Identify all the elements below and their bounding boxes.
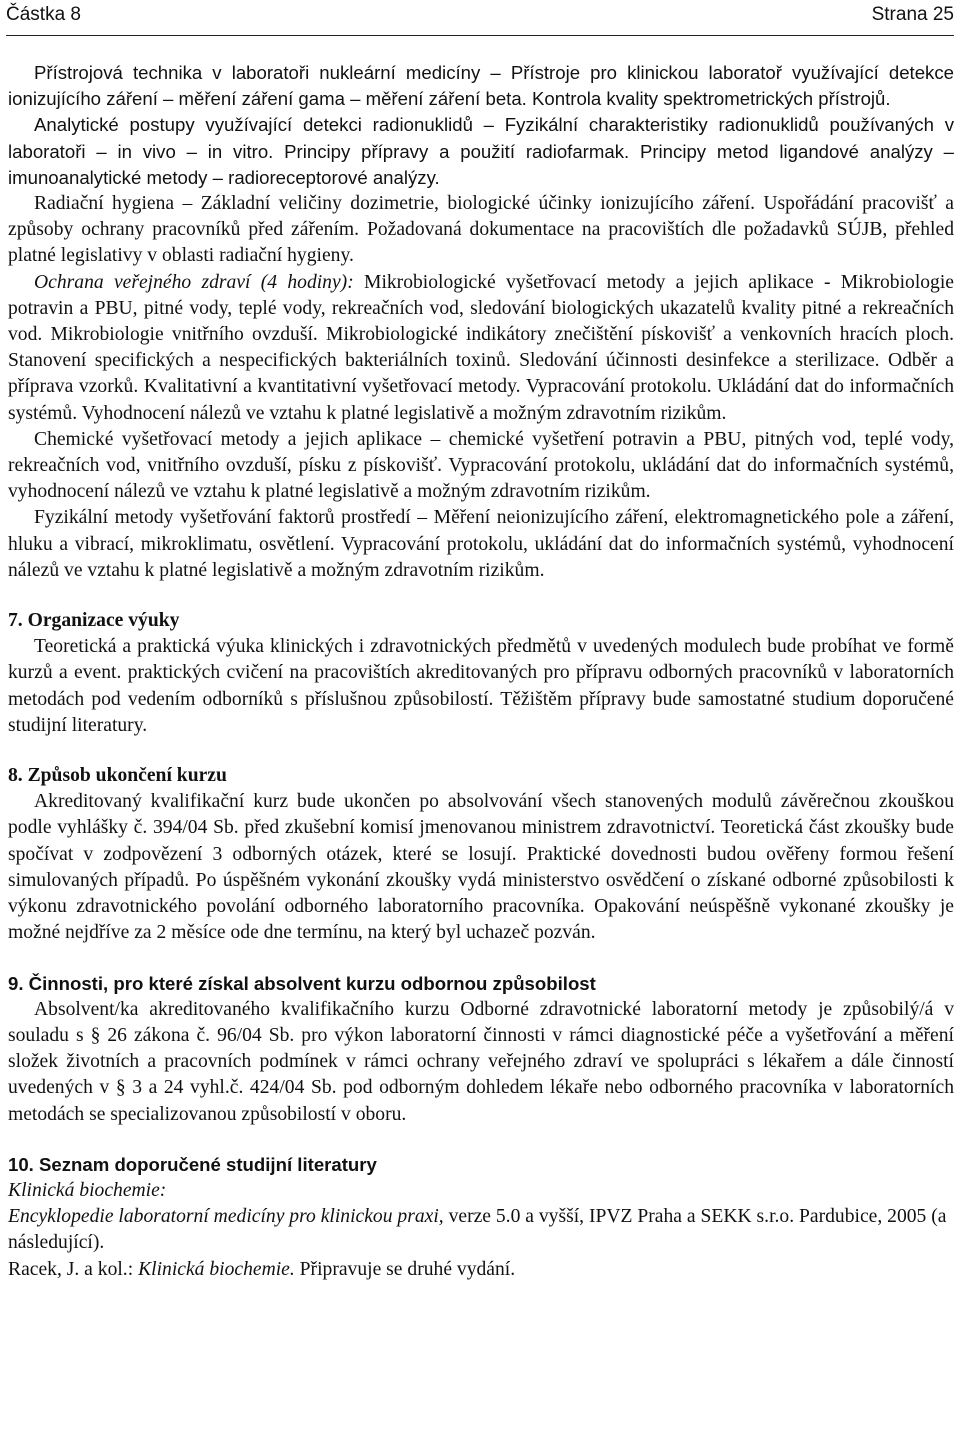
section-heading-literature: 10. Seznam doporučené studijní literatury: [8, 1153, 377, 1175]
literature-category: [8, 1178, 954, 1204]
section-text-activities: Absolvent/ka akreditovaného kvalifikačního kurzu Odborné zdravotnické laboratorní metody je způsobilý/á v souladu s § 26 zákona č. 96/04 Sb. pro výkon laboratorní činnosti v rámci diagnostické péče a vyšetřování a měření složek životních a pracovních podmínek v rámci ochrany veřejného zdraví ve spolupráci s lékařem a dále činností uvedených v § 3 a 24 vyhl.č. 424/04 Sb. pod odborným dohledem lékaře nebo odborného pracovníka v laboratorních metodách se specializovanou způsobilostí v oboru.: [8, 998, 954, 1125]
literature-item-title: Encyklopedie laboratorní medicíny pro klinickou praxi,: [8, 1206, 444, 1228]
literature-item: [8, 1257, 954, 1283]
literature-item-author: Racek, J. a kol.:: [8, 1258, 139, 1280]
header-issue: Částka 8: [6, 4, 81, 25]
literature-item-details: verze 5.0 a vyšší, IPVZ Praha a SEKK s.r.o. Pardubice, 2005 (a následující).: [8, 1206, 947, 1254]
paragraph-nuclear-instruments: Přístrojová technika v laboratoři nukleární medicíny – Přístroje pro klinickou laboratoř využívající detekce ionizujícího záření – měření záření gama – měření záření beta. Kontrola kvality spektrometrických přístrojů.: [8, 62, 954, 110]
paragraph-radiation-hygiene: Radiační hygiena – Základní veličiny dozimetrie, biologické účinky ionizujícího záření. Uspořádání pracovišť a způsoby ochrany pracovníků před zářením. Požadovaná dokumentace na pracovištích dle požadavků SÚJB, přehled platné legislativy v oblasti radiační hygieny.: [8, 193, 954, 267]
section-heading-organization: 7. Organizace výuky: [8, 610, 180, 632]
literature-item-title: Klinická biochemie.: [138, 1258, 295, 1280]
section-text-completion: Akreditovaný kvalifikační kurz bude ukončen po absolvování všech stanovených modulů závěrečnou zkouškou podle vyhlášky č. 394/04 Sb. před zkušební komisí jmenovanou ministrem zdravotnictví. Teoretická část zkoušky bude spočívat v zodpovězení 3 odborných otázek, které se losují. Praktické dovednosti budou ověřeny formou řešení simulovaných případů. Po úspěšném vykonání zkoušky vydá ministerstvo osvědčení o získané odborné způsobilosti k výkonu zdravotnického povolání odborného laboratorního pracovníka. Opakování neúspěšně vykonané zkoušky je možné nejdříve za 2 měsíce ode dne termínu, na který byl uchazeč pozván.: [8, 791, 954, 944]
paragraph-physical-methods: Fyzikální metody vyšetřování faktorů prostředí – Měření neionizujícího záření, elektromagnetického pole a záření, hluku a vibrací, mikroklimatu, osvětlení. Vypracování protokolu, ukládání dat do informačních systémů, vyhodnocení nálezů ve vztahu k platné legislativě a možným zdravotním rizikům.: [8, 507, 954, 581]
paragraph-chemical-methods: Chemické vyšetřovací metody a jejich aplikace – chemické vyšetření potravin a PBU, pitných vod, teplé vody, rekreačních vod, vnitřního ovzduší, písku z pískovišť. Vypracování protokolu, ukládání dat do informačních systémů, vyhodnocení nálezů ve vztahu k platné legislativě a možným zdravotním rizikům.: [8, 428, 954, 503]
page-header: [6, 4, 954, 28]
literature-item: [8, 1204, 954, 1256]
literature-item-details: Připravuje se druhé vydání.: [294, 1258, 516, 1280]
literature-category-label: Klinická biochemie:: [8, 1179, 167, 1201]
paragraph-lead: Ochrana veřejného zdraví (4 hodiny):: [34, 271, 354, 293]
paragraph-body: Mikrobiologické vyšetřovací metody a jejich aplikace - Mikrobiologie potravin a PBU, pitné vody, teplé vody, rekreačních vod, sledování biologických ukazatelů kvality pitné a rekreačních vod. Mikrobiologie vnitřního ovzduší. Mikrobiologické indikátory znečištění pískovišť a venkovních hracích ploch. Stanovení specifických a nespecifických bakteriálních toxinů. Sledování účinnosti desinfekce a sterilizace. Odběr a příprava vzorků. Kvalitativní a kvantitativní vyšetřovací metody. Vypracování protokolu. Ukládání dat do informačních systémů. Vyhodnocení nálezů ve vztahu k platné legislativě a možným zdravotním rizikům.: [8, 271, 954, 424]
paragraph-public-health: [8, 270, 954, 427]
section-text-organization: Teoretická a praktická výuka klinických i zdravotnických předmětů v uvedených modulech bude probíhat ve formě kurzů a event. praktických cvičení na pracovištích akreditovaných pro přípravu odborných pracovníků v laboratorních metodách pod vedením odborníků s příslušnou způsobilostí. Těžištěm přípravy bude samostatné studium doporučené studijní literatury.: [8, 636, 954, 736]
section-heading-completion: 8. Způsob ukončení kurzu: [8, 765, 227, 787]
page-content: [8, 60, 954, 1283]
header-rule: [6, 35, 954, 36]
paragraph-radionuclide-analysis: Analytické postupy využívající detekci radionuklidů – Fyzikální charakteristiky radionuklidů používaných v laboratoři – in vivo – in vitro. Principy přípravy a použití radiofarmak. Principy metod ligandové analýzy – imunoanalytické metody – radioreceptorové analýzy.: [8, 114, 954, 188]
header-page-number: Strana 25: [871, 4, 954, 25]
section-heading-activities: 9. Činnosti, pro které získal absolvent kurzu odbornou způsobilost: [8, 972, 596, 994]
